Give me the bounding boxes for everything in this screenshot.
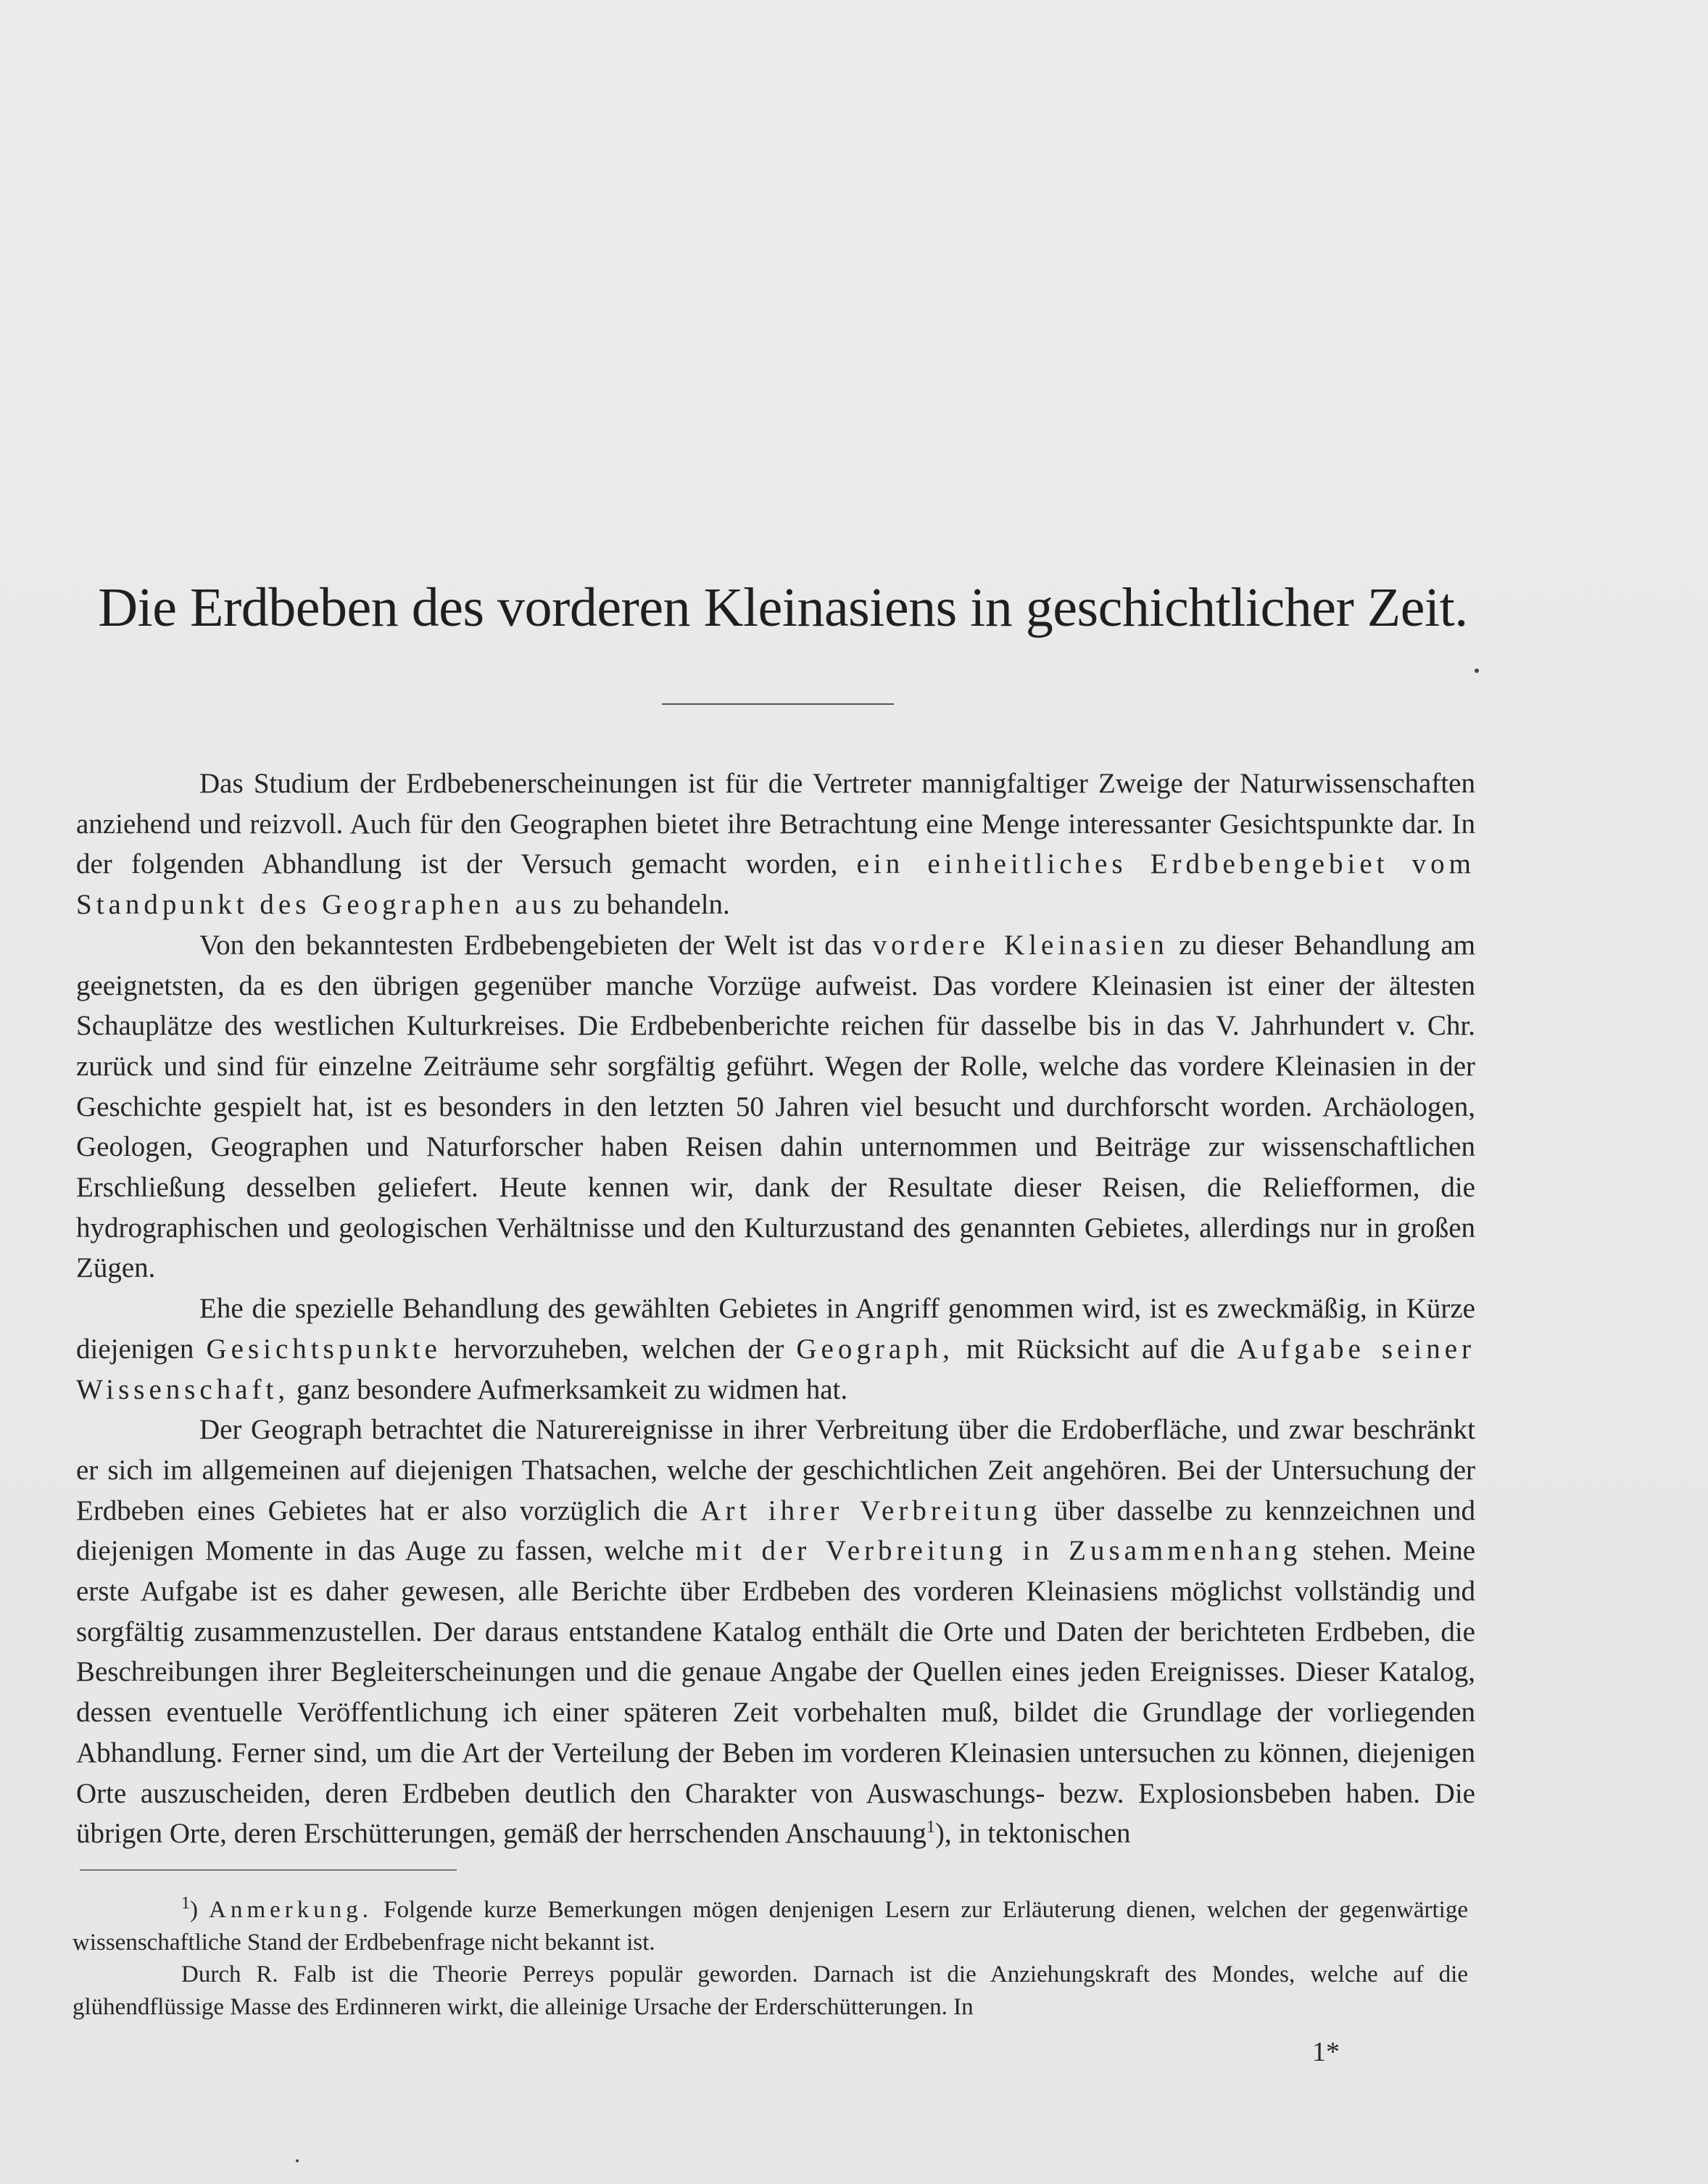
- paragraph-4-spaced-emphasis-1: Art ihrer Verbreitung: [700, 1494, 1042, 1526]
- paragraph-2: [76, 925, 1475, 1289]
- paragraph-3-text-b: hervorzuheben, welchen der: [454, 1333, 784, 1365]
- print-speck: [1475, 669, 1479, 673]
- footnote-2: Durch R. Falb ist die Theorie Perreys populär geworden. Darnach ist die Anziehungskraft des Mondes, welche auf die glühendflüssige Masse des Erdinneren wirkt, die alleinige Ursache der Erderschütterungen. In: [72, 1961, 1468, 2020]
- title-divider: [662, 703, 894, 705]
- paragraph-2-text-b: zu dieser Behandlung am geeignetsten, da es den übrigen gegenüber manche Vorzüge aufweist. Das vordere Kleinasien ist einer der ältesten Schauplätze des westlichen Kulturkreises. Die Erdbebenberichte reichen für dasselbe bis in das V. Jahrhundert v. Chr. zurück und sind für einzelne Zeiträume sehr sorgfältig geführt. Wegen der Rolle, welche das vordere Kleinasien in der Geschichte gespielt hat, ist es besonders in den letzten 50 Jahren viel besucht und durchforscht worden. Archäologen, Geologen, Geographen und Naturforscher haben Reisen dahin unternommen und Beiträge zur wissenschaftlichen Erschließung desselben geliefert. Heute kennen wir, dank der Resultate dieser Reisen, die Reliefformen, die hydrographischen und geologischen Verhältnisse und den Kulturzustand des genannten Gebietes, allerdings nur in großen Zügen.: [76, 929, 1476, 1284]
- paragraph-4-spaced-emphasis-2: mit der Verbreitung in Zusammenhang: [695, 1535, 1302, 1567]
- paragraph-3-spaced-emphasis-2: Geograph,: [796, 1333, 954, 1365]
- paragraph-4-text-b: über dasselbe zu kennzeichnen und diejenigen Momente in das Auge zu fassen, welche: [76, 1494, 1475, 1567]
- paragraph-1-text-b: zu behandeln.: [573, 889, 730, 921]
- paragraph-3-text-a: Ehe die spezielle Behandlung des gewählten Gebietes in Angriff genommen wird, ist es zweckmäßig, in Kürze diejenigen: [76, 1293, 1475, 1365]
- footnote-reference: 1: [926, 1818, 935, 1837]
- footnote-1: $^1$) Anmerkung. Folgende kurze Bemerkungen mögen denjenigen Lesern zur Erläuterung dienen, welchen der gegenwärtige wissenschaftliche Stand der Erdbebenfrage nicht bekannt ist.: [72, 1894, 1468, 1956]
- footnote-1-text: Folgende kurze Bemerkungen mögen denjenigen Lesern zur Erläuterung dienen, welchen der gegenwärtige wissenschaftliche Stand der Erdbebenfrage nicht bekannt ist.: [72, 1897, 1468, 1956]
- paragraph-2-text-a: Von den bekanntesten Erdbebengebieten der Welt ist das: [199, 929, 863, 961]
- paragraph-3-text-d: ganz besondere Aufmerksamkeit zu widmen hat.: [296, 1373, 848, 1405]
- footnote-divider: [80, 1869, 457, 1871]
- paragraph-3-spaced-emphasis-1: Gesichtspunkte: [206, 1333, 441, 1365]
- page-number: 1*: [1312, 2037, 1340, 2067]
- footnotes: [72, 1894, 1468, 2023]
- paragraph-4-text-c: stehen. Meine erste Aufgabe ist es daher gewesen, alle Berichte über Erdbeben des vorderen Kleinasiens möglichst vollständig und sorgfältig zusammenzustellen. Der daraus entstandene Katalog enthält die Orte und Daten der berichteten Erdbeben, die Beschreibungen ihrer Begleiterscheinungen und die genaue Angabe der Quellen eines jeden Ereignisses. Dieser Katalog, dessen eventuelle Veröffentlichung ich einer späteren Zeit vorbehalten muß, bildet die Grundlage der vorliegenden Abhandlung. Ferner sind, um die Art der Verteilung der Beben im vorderen Kleinasien untersuchen zu können, diejenigen Orte auszuscheiden, deren Erdbeben deutlich den Charakter von Auswaschungs- bezw. Explosionsbeben haben. Die übrigen Orte, deren Erschütterungen, gemäß der herrschenden Anschauung: [76, 1535, 1476, 1850]
- paragraph-3: [76, 1289, 1475, 1410]
- paragraph-4: [76, 1410, 1475, 1854]
- paragraph-4-text-a: Der Geograph betrachtet die Naturereignisse in ihrer Verbreitung über die Erdoberfläche, und zwar beschränkt er sich im allgemeinen auf diejenigen Thatsachen, welche der geschichtlichen Zeit angehören. Bei der Untersuchung der Erdbeben eines Gebietes hat er also vorzüglich die: [76, 1414, 1475, 1526]
- paragraph-3-text-c: mit Rücksicht auf die: [966, 1333, 1225, 1365]
- paragraph-3-spaced-emphasis-3: Aufgabe seiner Wissenschaft,: [76, 1333, 1475, 1405]
- footnote-1-label: Anmerkung.: [209, 1897, 373, 1923]
- body-text: [76, 764, 1475, 1854]
- print-speck: [296, 2159, 299, 2162]
- page-title: Die Erdbeben des vorderen Kleinasiens in geschichtlicher Zeit.: [98, 577, 1468, 638]
- paragraph-1: [76, 764, 1475, 925]
- paragraph-2-spaced-emphasis: vordere Kleinasien: [872, 929, 1169, 961]
- paragraph-4-text-d: ), in tektonischen: [934, 1818, 1131, 1850]
- paragraph-1-text-a: Das Studium der Erdbebenerscheinungen ist für die Vertreter mannigfaltiger Zweige der Naturwissenschaften anziehend und reizvoll. Auch für den Geographen bietet ihre Betrachtung eine Menge interessanter Gesichtspunkte dar. In der folgenden Abhandlung ist der Versuch gemacht worden,: [76, 768, 1475, 880]
- paragraph-1-spaced-emphasis: ein einheitliches Erdbebengebiet vom Standpunkt des Geographen aus: [76, 848, 1476, 921]
- footnote-1-marker: 1: [181, 1894, 190, 1913]
